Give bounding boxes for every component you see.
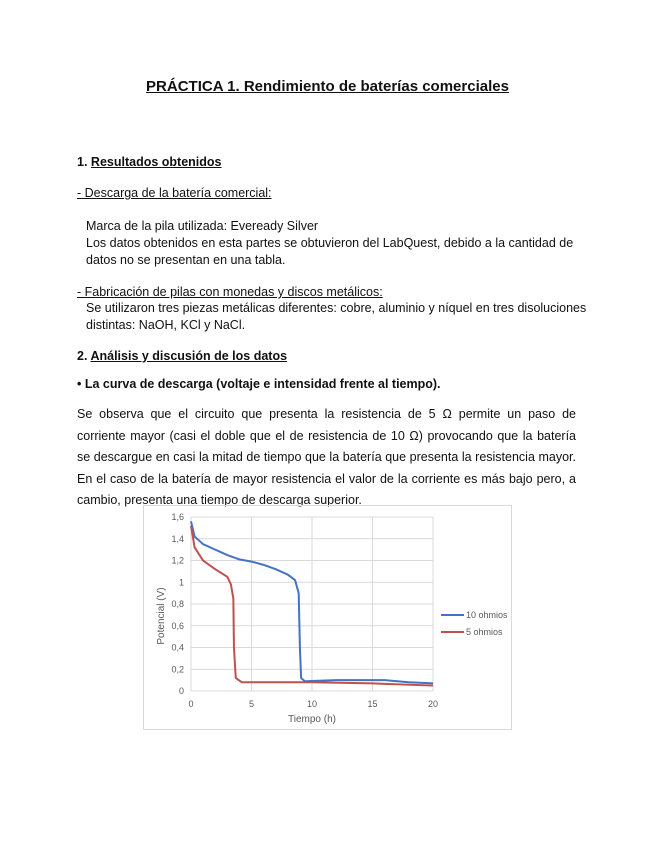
legend-label: 5 ohmios bbox=[466, 627, 503, 637]
x-tick-label: 20 bbox=[427, 699, 439, 709]
y-tick-label: 1,4 bbox=[171, 533, 184, 544]
discharge-chart bbox=[143, 505, 512, 730]
x-tick-label: 10 bbox=[306, 699, 318, 709]
subheading-coin-batteries: - Fabricación de pilas con monedas y discos metálicos: bbox=[77, 285, 383, 299]
y-tick-label: 0,6 bbox=[171, 620, 184, 631]
heading-text: Análisis y discusión de los datos bbox=[90, 349, 288, 363]
x-axis-label: Tiempo (h) bbox=[288, 714, 336, 725]
y-tick-label: 1,6 bbox=[171, 512, 184, 522]
section-2-heading bbox=[77, 349, 287, 363]
heading-number: 2. bbox=[77, 349, 88, 363]
analysis-paragraph: Se observa que el circuito que presenta la resistencia de 5 Ω permite un paso de corriente mayor (casi el doble que el de resistencia de 10 Ω) provocando que la batería se descargue en casi la mitad de tiempo que la batería que presenta la resistencia mayor. En el caso de la batería de mayor resistencia el valor de la corriente es más bajo pero, a cambio, presenta una tiempo de descarga superior. bbox=[77, 407, 576, 507]
subheading-battery-discharge: - Descarga de la batería comercial: bbox=[77, 186, 272, 200]
y-tick-label: 1 bbox=[178, 577, 184, 588]
y-tick-label: 0,4 bbox=[171, 642, 184, 653]
x-tick-label: 5 bbox=[248, 699, 255, 709]
section-1-heading bbox=[77, 155, 222, 169]
x-tick-label: 15 bbox=[367, 699, 378, 709]
chart-svg bbox=[144, 506, 511, 729]
heading-text: Resultados obtenidos bbox=[90, 155, 222, 169]
page-title: PRÁCTICA 1. Rendimiento de baterías comerciales bbox=[146, 78, 509, 95]
heading-number: 1. bbox=[77, 155, 88, 169]
y-tick-label: 1,2 bbox=[171, 555, 184, 566]
battery-brand: Marca de la pila utilizada: Eveready Silver bbox=[86, 219, 319, 233]
paragraph-line: Se utilizaron tres piezas metálicas diferentes: cobre, aluminio y níquel en tres disoluciones bbox=[86, 301, 587, 315]
paragraph-line: datos no se presentan en una tabla. bbox=[86, 253, 286, 267]
y-tick-label: 0,8 bbox=[171, 599, 184, 609]
legend-label: 10 ohmios bbox=[466, 610, 508, 620]
paragraph-line: distintas: NaOH, KCl y NaCl. bbox=[86, 318, 246, 332]
y-axis-label: Potencial (V) bbox=[156, 587, 167, 645]
y-tick-label: 0,2 bbox=[171, 664, 184, 675]
y-tick-label: 0 bbox=[178, 686, 184, 696]
bullet-heading: • La curva de descarga (voltaje e intensidad frente al tiempo). bbox=[77, 377, 441, 391]
paragraph-line: Los datos obtenidos en esta partes se obtuvieron del LabQuest, debido a la cantidad de bbox=[86, 236, 574, 250]
x-tick-label: 0 bbox=[188, 699, 194, 709]
